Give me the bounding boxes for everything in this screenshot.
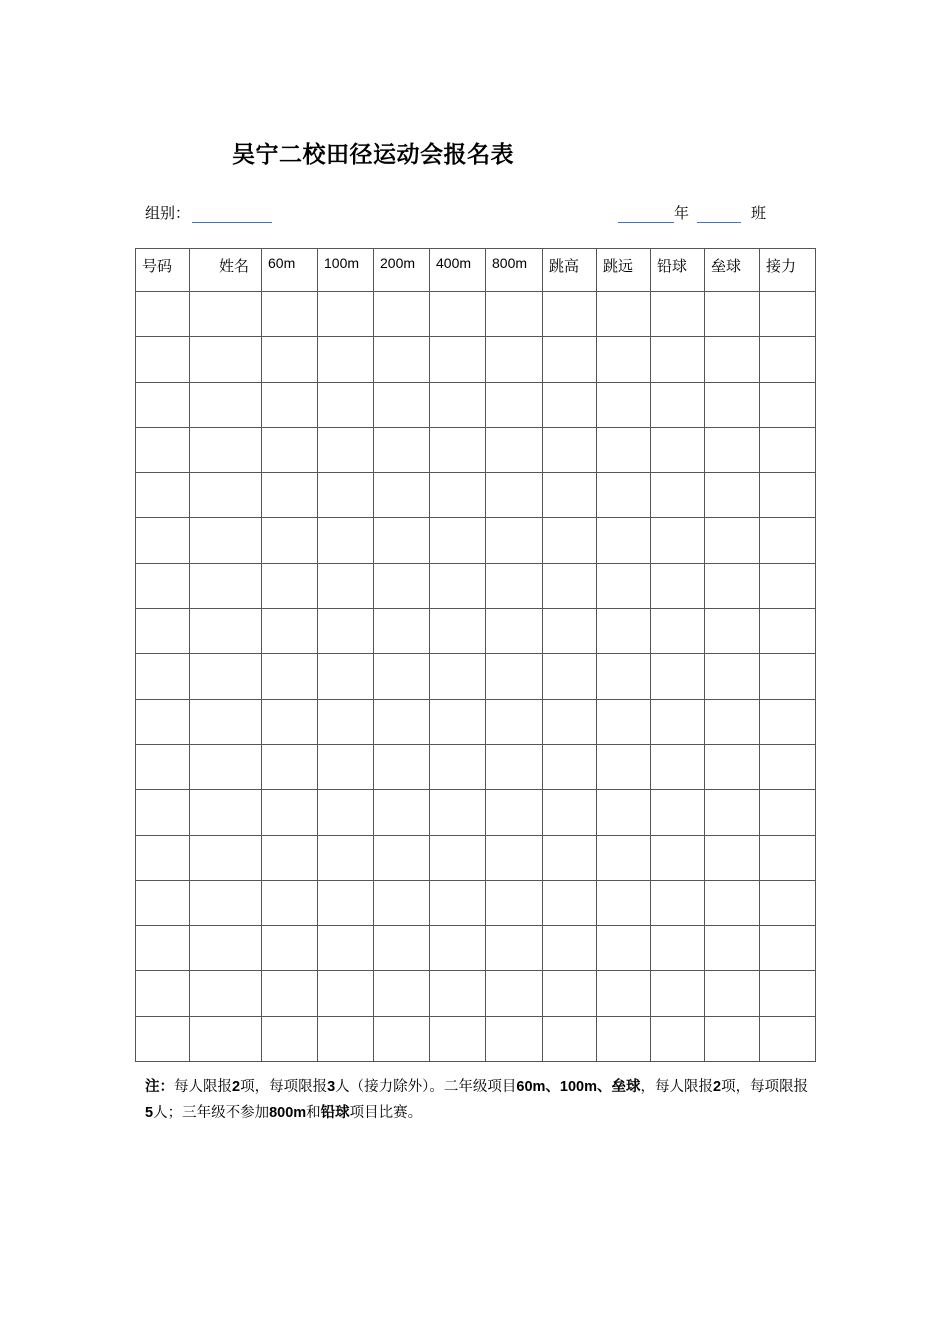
table-cell[interactable] — [705, 654, 760, 699]
table-cell[interactable] — [486, 292, 543, 337]
table-cell[interactable] — [262, 926, 318, 971]
table-cell[interactable] — [597, 835, 651, 880]
table-cell[interactable] — [190, 926, 262, 971]
table-cell[interactable] — [705, 382, 760, 427]
table-cell[interactable] — [597, 518, 651, 563]
table-cell[interactable] — [374, 473, 430, 518]
table-cell[interactable] — [486, 926, 543, 971]
table-cell[interactable] — [262, 518, 318, 563]
table-cell[interactable] — [430, 926, 486, 971]
table-cell[interactable] — [543, 518, 597, 563]
table-cell[interactable] — [543, 473, 597, 518]
table-cell[interactable] — [597, 790, 651, 835]
grade-class-field — [618, 202, 766, 223]
table-cell[interactable] — [318, 926, 374, 971]
table-row — [136, 835, 816, 880]
table-cell[interactable] — [190, 518, 262, 563]
table-cell[interactable] — [262, 609, 318, 654]
table-row — [136, 563, 816, 608]
table-cell[interactable] — [190, 563, 262, 608]
table-cell[interactable] — [543, 292, 597, 337]
table-cell[interactable] — [430, 427, 486, 472]
group-label: 组别： — [145, 204, 191, 222]
table-row — [136, 473, 816, 518]
table-cell[interactable] — [374, 654, 430, 699]
note-text: ，每人限报 — [640, 1079, 714, 1095]
table-cell[interactable] — [651, 473, 705, 518]
table-cell[interactable] — [430, 790, 486, 835]
table-cell[interactable] — [430, 1016, 486, 1061]
table-cell[interactable] — [374, 563, 430, 608]
table-cell[interactable] — [374, 382, 430, 427]
table-cell[interactable] — [760, 609, 816, 654]
header-shot-put: 铅球 — [651, 249, 705, 292]
table-cell[interactable] — [760, 880, 816, 925]
table-cell[interactable] — [136, 382, 190, 427]
note-event: 800m — [269, 1105, 307, 1121]
table-cell[interactable] — [136, 518, 190, 563]
header-number: 号码 — [136, 249, 190, 292]
table-cell[interactable] — [760, 1016, 816, 1061]
table-cell[interactable] — [136, 337, 190, 382]
table-cell[interactable] — [430, 835, 486, 880]
table-cell[interactable] — [651, 835, 705, 880]
table-row — [136, 654, 816, 699]
table-cell[interactable] — [190, 699, 262, 744]
table-cell[interactable] — [597, 337, 651, 382]
table-cell[interactable] — [262, 699, 318, 744]
table-cell[interactable] — [430, 518, 486, 563]
header-relay: 接力 — [760, 249, 816, 292]
table-cell[interactable] — [651, 382, 705, 427]
table-cell[interactable] — [430, 609, 486, 654]
table-cell[interactable] — [651, 1016, 705, 1061]
table-cell[interactable] — [318, 427, 374, 472]
class-blank[interactable] — [697, 206, 741, 223]
table-cell[interactable] — [430, 337, 486, 382]
table-cell[interactable] — [318, 790, 374, 835]
table-cell[interactable] — [136, 790, 190, 835]
header-long-jump: 跳远 — [597, 249, 651, 292]
table-cell[interactable] — [543, 926, 597, 971]
table-cell[interactable] — [318, 292, 374, 337]
table-cell[interactable] — [651, 609, 705, 654]
table-cell[interactable] — [136, 971, 190, 1016]
table-cell[interactable] — [760, 382, 816, 427]
registration-table — [135, 248, 816, 1062]
table-cell[interactable] — [651, 744, 705, 789]
table-cell[interactable] — [705, 699, 760, 744]
table-cell[interactable] — [543, 337, 597, 382]
table-cell[interactable] — [318, 1016, 374, 1061]
table-cell[interactable] — [374, 790, 430, 835]
table-cell[interactable] — [760, 790, 816, 835]
table-cell[interactable] — [597, 609, 651, 654]
table-cell[interactable] — [543, 971, 597, 1016]
table-cell[interactable] — [543, 382, 597, 427]
table-cell[interactable] — [374, 609, 430, 654]
grade-blank[interactable] — [618, 206, 674, 223]
table-cell[interactable] — [543, 744, 597, 789]
table-cell[interactable] — [374, 971, 430, 1016]
table-cell[interactable] — [705, 971, 760, 1016]
table-cell[interactable] — [318, 337, 374, 382]
table-cell[interactable] — [486, 699, 543, 744]
table-cell[interactable] — [318, 609, 374, 654]
table-cell[interactable] — [651, 518, 705, 563]
note-text: 每人限报 — [174, 1079, 232, 1095]
table-cell[interactable] — [760, 337, 816, 382]
table-cell[interactable] — [486, 971, 543, 1016]
table-cell[interactable] — [760, 427, 816, 472]
table-cell[interactable] — [190, 292, 262, 337]
header-high-jump: 跳高 — [543, 249, 597, 292]
table-cell[interactable] — [760, 835, 816, 880]
table-cell[interactable] — [136, 563, 190, 608]
table-cell[interactable] — [651, 971, 705, 1016]
table-cell[interactable] — [597, 699, 651, 744]
table-cell[interactable] — [597, 563, 651, 608]
table-cell[interactable] — [136, 699, 190, 744]
table-cell[interactable] — [760, 699, 816, 744]
table-cell[interactable] — [374, 427, 430, 472]
header-name: 姓名 — [190, 249, 262, 292]
table-cell[interactable] — [597, 292, 651, 337]
note-text: 项，每项限报 — [240, 1079, 328, 1095]
table-cell[interactable] — [136, 609, 190, 654]
table-cell[interactable] — [543, 880, 597, 925]
table-row — [136, 971, 816, 1016]
table-cell[interactable] — [597, 926, 651, 971]
table-cell[interactable] — [486, 790, 543, 835]
table-cell[interactable] — [486, 654, 543, 699]
table-cell[interactable] — [760, 518, 816, 563]
table-cell[interactable] — [262, 563, 318, 608]
table-cell[interactable] — [262, 1016, 318, 1061]
table-cell[interactable] — [374, 292, 430, 337]
table-cell[interactable] — [262, 790, 318, 835]
table-cell[interactable] — [651, 699, 705, 744]
table-cell[interactable] — [374, 518, 430, 563]
table-cell[interactable] — [597, 1016, 651, 1061]
table-cell[interactable] — [262, 880, 318, 925]
grade-label: 年 — [674, 204, 690, 222]
table-header-row — [136, 249, 816, 292]
table-cell[interactable] — [430, 654, 486, 699]
header-400m: 400m — [430, 249, 486, 292]
table-cell[interactable] — [705, 337, 760, 382]
table-row — [136, 609, 816, 654]
table-cell[interactable] — [430, 473, 486, 518]
table-cell[interactable] — [318, 699, 374, 744]
table-cell[interactable] — [190, 609, 262, 654]
table-body — [136, 292, 816, 1062]
table-cell[interactable] — [262, 971, 318, 1016]
table-cell[interactable] — [318, 382, 374, 427]
table-cell[interactable] — [486, 609, 543, 654]
note-number: 3 — [327, 1079, 336, 1095]
note-events: 60m、100m、垒球 — [516, 1079, 641, 1095]
note-number: 5 — [145, 1105, 154, 1121]
header-100m: 100m — [318, 249, 374, 292]
table-cell[interactable] — [190, 835, 262, 880]
table-row — [136, 1016, 816, 1061]
table-cell[interactable] — [136, 744, 190, 789]
table-cell[interactable] — [262, 382, 318, 427]
note-text: 项目比赛。 — [349, 1105, 423, 1121]
table-cell[interactable] — [374, 835, 430, 880]
table-cell[interactable] — [597, 880, 651, 925]
table-cell[interactable] — [486, 1016, 543, 1061]
table-cell[interactable] — [430, 971, 486, 1016]
table-cell[interactable] — [136, 1016, 190, 1061]
table-cell[interactable] — [136, 473, 190, 518]
class-label: 班 — [751, 204, 767, 222]
table-cell[interactable] — [318, 518, 374, 563]
table-cell[interactable] — [651, 292, 705, 337]
table-cell[interactable] — [486, 880, 543, 925]
table-cell[interactable] — [262, 427, 318, 472]
table-cell[interactable] — [760, 971, 816, 1016]
note-number: 2 — [232, 1079, 241, 1095]
table-cell[interactable] — [543, 835, 597, 880]
table-cell[interactable] — [543, 699, 597, 744]
table-cell[interactable] — [136, 926, 190, 971]
table-cell[interactable] — [318, 744, 374, 789]
table-cell[interactable] — [486, 337, 543, 382]
table-cell[interactable] — [190, 654, 262, 699]
table-cell[interactable] — [430, 292, 486, 337]
table-cell[interactable] — [136, 880, 190, 925]
table-row — [136, 292, 816, 337]
table-cell[interactable] — [597, 427, 651, 472]
table-cell[interactable] — [262, 744, 318, 789]
table-cell[interactable] — [705, 292, 760, 337]
table-cell[interactable] — [760, 654, 816, 699]
table-cell[interactable] — [136, 654, 190, 699]
table-cell[interactable] — [543, 427, 597, 472]
table-cell[interactable] — [190, 744, 262, 789]
table-cell[interactable] — [760, 563, 816, 608]
table-cell[interactable] — [190, 427, 262, 472]
table-cell[interactable] — [486, 563, 543, 608]
table-cell[interactable] — [190, 1016, 262, 1061]
table-cell[interactable] — [262, 473, 318, 518]
table-cell[interactable] — [374, 880, 430, 925]
table-cell[interactable] — [705, 427, 760, 472]
table-cell[interactable] — [190, 790, 262, 835]
table-cell[interactable] — [543, 654, 597, 699]
table-row — [136, 744, 816, 789]
note-paragraph — [145, 1074, 813, 1126]
header-60m: 60m — [262, 249, 318, 292]
table-cell[interactable] — [136, 835, 190, 880]
table-cell[interactable] — [486, 835, 543, 880]
table-cell[interactable] — [374, 1016, 430, 1061]
table-cell[interactable] — [543, 563, 597, 608]
table-cell[interactable] — [136, 427, 190, 472]
table-cell[interactable] — [318, 473, 374, 518]
table-cell[interactable] — [760, 744, 816, 789]
table-cell[interactable] — [597, 473, 651, 518]
table-row — [136, 790, 816, 835]
table-cell[interactable] — [318, 835, 374, 880]
table-cell[interactable] — [486, 382, 543, 427]
table-cell[interactable] — [651, 337, 705, 382]
table-cell[interactable] — [262, 835, 318, 880]
table-cell[interactable] — [597, 382, 651, 427]
note-event: 铅球 — [320, 1104, 350, 1121]
table-cell[interactable] — [190, 473, 262, 518]
table-cell[interactable] — [760, 926, 816, 971]
table-row — [136, 699, 816, 744]
table-cell[interactable] — [705, 563, 760, 608]
table-cell[interactable] — [190, 971, 262, 1016]
table-cell[interactable] — [486, 518, 543, 563]
table-cell[interactable] — [705, 1016, 760, 1061]
table-cell[interactable] — [705, 609, 760, 654]
table-cell[interactable] — [262, 337, 318, 382]
table-cell[interactable] — [486, 473, 543, 518]
header-softball: 垒球 — [705, 249, 760, 292]
table-cell[interactable] — [190, 880, 262, 925]
table-row — [136, 337, 816, 382]
table-row — [136, 427, 816, 472]
table-cell[interactable] — [262, 292, 318, 337]
table-cell[interactable] — [760, 292, 816, 337]
table-cell[interactable] — [374, 699, 430, 744]
table-cell[interactable] — [318, 880, 374, 925]
table-cell[interactable] — [430, 382, 486, 427]
table-cell[interactable] — [430, 563, 486, 608]
table-cell[interactable] — [136, 292, 190, 337]
table-cell[interactable] — [651, 790, 705, 835]
table-cell[interactable] — [705, 473, 760, 518]
table-cell[interactable] — [651, 926, 705, 971]
table-cell[interactable] — [597, 654, 651, 699]
table-cell[interactable] — [760, 473, 816, 518]
table-cell[interactable] — [597, 971, 651, 1016]
header-200m: 200m — [374, 249, 430, 292]
table-cell[interactable] — [374, 337, 430, 382]
table-row — [136, 926, 816, 971]
table-cell[interactable] — [374, 744, 430, 789]
note-text: 项，每项限报 — [721, 1079, 809, 1095]
table-cell[interactable] — [705, 835, 760, 880]
table-row — [136, 518, 816, 563]
table-row — [136, 880, 816, 925]
table-cell[interactable] — [318, 563, 374, 608]
table-cell[interactable] — [543, 609, 597, 654]
table-cell[interactable] — [597, 744, 651, 789]
table-cell[interactable] — [705, 518, 760, 563]
table-cell[interactable] — [651, 880, 705, 925]
table-cell[interactable] — [651, 427, 705, 472]
table-cell[interactable] — [486, 744, 543, 789]
table-cell[interactable] — [430, 880, 486, 925]
table-cell[interactable] — [318, 654, 374, 699]
table-cell[interactable] — [262, 654, 318, 699]
table-cell[interactable] — [651, 654, 705, 699]
table-cell[interactable] — [705, 926, 760, 971]
table-cell[interactable] — [190, 382, 262, 427]
group-blank[interactable] — [192, 206, 272, 223]
table-cell[interactable] — [430, 744, 486, 789]
table-cell[interactable] — [543, 790, 597, 835]
table-cell[interactable] — [374, 926, 430, 971]
group-field — [145, 202, 272, 223]
table-cell[interactable] — [543, 1016, 597, 1061]
table-cell[interactable] — [190, 337, 262, 382]
table-cell[interactable] — [430, 699, 486, 744]
table-cell[interactable] — [651, 563, 705, 608]
header-800m: 800m — [486, 249, 543, 292]
note-text: 人（接力除外）。二年级项目 — [335, 1079, 517, 1095]
note-number: 2 — [713, 1079, 722, 1095]
table-cell[interactable] — [318, 971, 374, 1016]
note-label: 注： — [145, 1078, 174, 1095]
table-cell[interactable] — [705, 880, 760, 925]
note-text: 和 — [306, 1105, 321, 1121]
form-title: 吴宁二校田径运动会报名表 — [232, 141, 514, 168]
table-cell[interactable] — [705, 790, 760, 835]
table-row — [136, 382, 816, 427]
table-cell[interactable] — [486, 427, 543, 472]
table-cell[interactable] — [705, 744, 760, 789]
note-text: 人；三年级不参加 — [153, 1105, 270, 1121]
